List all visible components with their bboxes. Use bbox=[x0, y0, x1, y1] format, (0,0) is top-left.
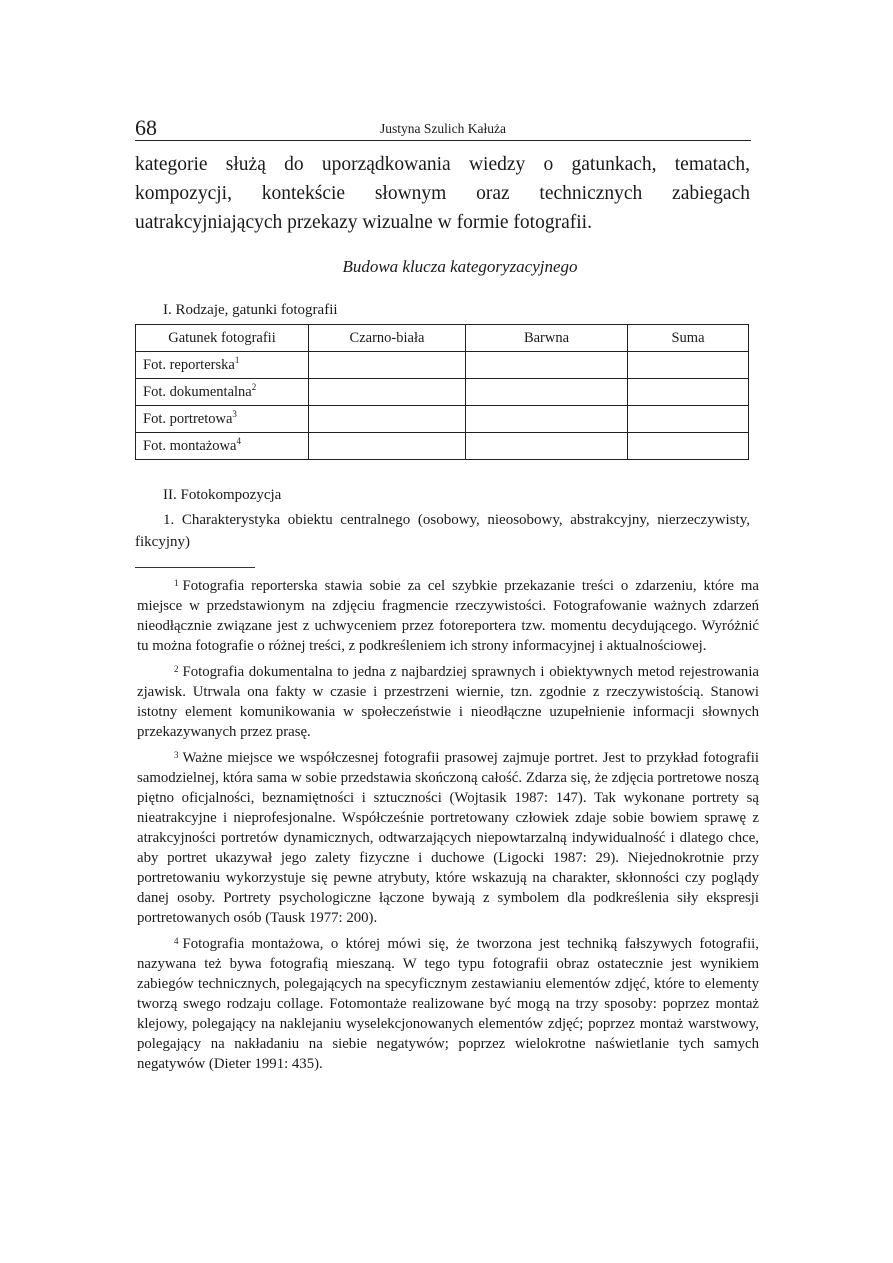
table-header-cell: Gatunek fotografii bbox=[136, 325, 309, 352]
table-header-cell: Suma bbox=[628, 325, 749, 352]
table-cell bbox=[628, 433, 749, 460]
table-cell bbox=[309, 352, 466, 379]
running-header-author: Justyna Szulich Kałuża bbox=[380, 121, 506, 136]
footnotes bbox=[137, 573, 759, 1077]
table-cell bbox=[628, 406, 749, 433]
list-item: 1. Charakterystyka obiektu centralnego (osobowy, nieosobowy, abstrakcyjny, nierzeczywisty, fikcyjny) bbox=[135, 512, 750, 550]
table-row bbox=[136, 352, 749, 379]
intro-paragraph: kategorie służą do uporządkowania wiedzy o gatunkach, tematach, kompozycji, kontekście słownym oraz technicznych zabiegach uatrakcyjniających przekazy wizualne w formie fotografii. bbox=[135, 154, 750, 233]
footnote-text: Fotografia reporterska stawia sobie za cel szybkie przekazanie treści o zdarzeniu, które ma miejsce w przedstawionym na zdjęciu fragmencie rzeczywistości. Fotografowanie ważnych zdarzeń nieodłącznie związane jest z uchwyceniem przez fotoreportera tzw. momentu decydującego. Wyróżnić tu można fotografie o różnej treści, z podkreśleniem ich strony informacyjnej i aktualnościowej. bbox=[137, 578, 759, 654]
table-cell bbox=[466, 406, 628, 433]
genre-table bbox=[135, 324, 749, 460]
table-cell bbox=[466, 352, 628, 379]
footnote-ref: 1 bbox=[234, 354, 240, 365]
table-cell bbox=[466, 379, 628, 406]
table-row-label: Fot. reporterska$^1$ bbox=[136, 352, 309, 379]
footnote-ref: 4 bbox=[236, 435, 241, 446]
footnote bbox=[137, 931, 759, 1074]
subsection-heading-composition: II. Fotokompozycja bbox=[163, 487, 282, 503]
table-row-label: Fot. portretowa$^3$ bbox=[136, 406, 309, 433]
footnote-number: 2 bbox=[174, 664, 179, 674]
footnote-divider bbox=[135, 567, 255, 568]
footnote-ref: 3 bbox=[232, 408, 237, 419]
page-number: 68 bbox=[135, 115, 157, 140]
running-header bbox=[135, 116, 751, 141]
footnote-ref: 2 bbox=[251, 381, 257, 392]
table-row-label: Fot. montażowa$^4$ bbox=[136, 433, 309, 460]
table-cell bbox=[466, 433, 628, 460]
table-row bbox=[136, 433, 749, 460]
table-cell bbox=[309, 379, 466, 406]
table-row bbox=[136, 379, 749, 406]
table-header-cell: Barwna bbox=[466, 325, 628, 352]
table-cell bbox=[309, 406, 466, 433]
table-row bbox=[136, 406, 749, 433]
footnote bbox=[137, 573, 759, 656]
table-cell bbox=[628, 352, 749, 379]
footnote-number: 4 bbox=[174, 936, 179, 946]
footnote bbox=[137, 659, 759, 742]
subsection-heading-genres: I. Rodzaje, gatunki fotografii bbox=[163, 302, 338, 318]
table-header-cell: Czarno-biała bbox=[309, 325, 466, 352]
footnote-number: 1 bbox=[174, 578, 179, 588]
table-row-label: Fot. dokumentalna$^2$ bbox=[136, 379, 309, 406]
footnote bbox=[137, 745, 759, 928]
footnote-number: 3 bbox=[174, 750, 179, 760]
footnote-text: Fotografia dokumentalna to jedna z najbardziej sprawnych i obiektywnych metod rejestrowania zjawisk. Utrwala ona fakty w czasie i przestrzeni wiernie, tzn. zgodnie z rzeczywistością. Stanowi istotny element komunikowania w społeczeństwie i nieodłączne uzupełnienie informacji słownych przekazywanych przez prasę. bbox=[137, 664, 759, 740]
section-heading: Budowa klucza kategoryzacyjnego bbox=[342, 257, 578, 276]
footnote-text: Fotografia montażowa, o której mówi się, że tworzona jest techniką fałszywych fotografii, nazywana też bywa fotografią mieszaną. W tego typu fotografii obraz ostatecznie jest wynikiem zabiegów technicznych, polegających na specyficznym zestawianiu elementów zdjęć, które to elementy tworzą swego rodzaju collage. Fotomontaże realizowane być mogą na trzy sposoby: poprzez montaż klejowy, polegający na naklejaniu wyselekcjonowanych elementów zdjęć; poprzez montaż warstwowy, polegający na nakładaniu na siebie negatywów; poprzez wielokrotne naświetlanie tych samych negatywów (Dieter 1991: 435). bbox=[137, 936, 759, 1072]
table-header-row bbox=[136, 325, 749, 352]
table-cell bbox=[309, 433, 466, 460]
table-cell bbox=[628, 379, 749, 406]
footnote-text: Ważne miejsce we współczesnej fotografii prasowej zajmuje portret. Jest to przykład fotografii samodzielnej, która sama w sobie przedstawia skończoną całość. Zdarza się, że zdjęcia portretowe noszą piętno oficjalności, beznamiętności i sztuczności (Wojtasik 1987: 147). Tak wykonane portrety są nieatrakcyjne i nieprofesjonalne. Współcześnie portretowany człowiek zdaje sobie bowiem sprawę z atrakcyjności portretów dynamicznych, odtwarzających niepowtarzalną indywidualność i dlatego chce, aby portret ukazywał jego zalety fizyczne i duchowe (Ligocki 1987: 29). Niejednokrotnie przy portretowaniu wykorzystuje się pewne atrybuty, które wskazują na charakter, skłonności czy poglądy danej osoby. Portrety psychologiczne łączone bywają z symbolem dla podkreślenia siły ekspresji portretowanych osób (Tausk 1977: 200). bbox=[137, 750, 759, 926]
